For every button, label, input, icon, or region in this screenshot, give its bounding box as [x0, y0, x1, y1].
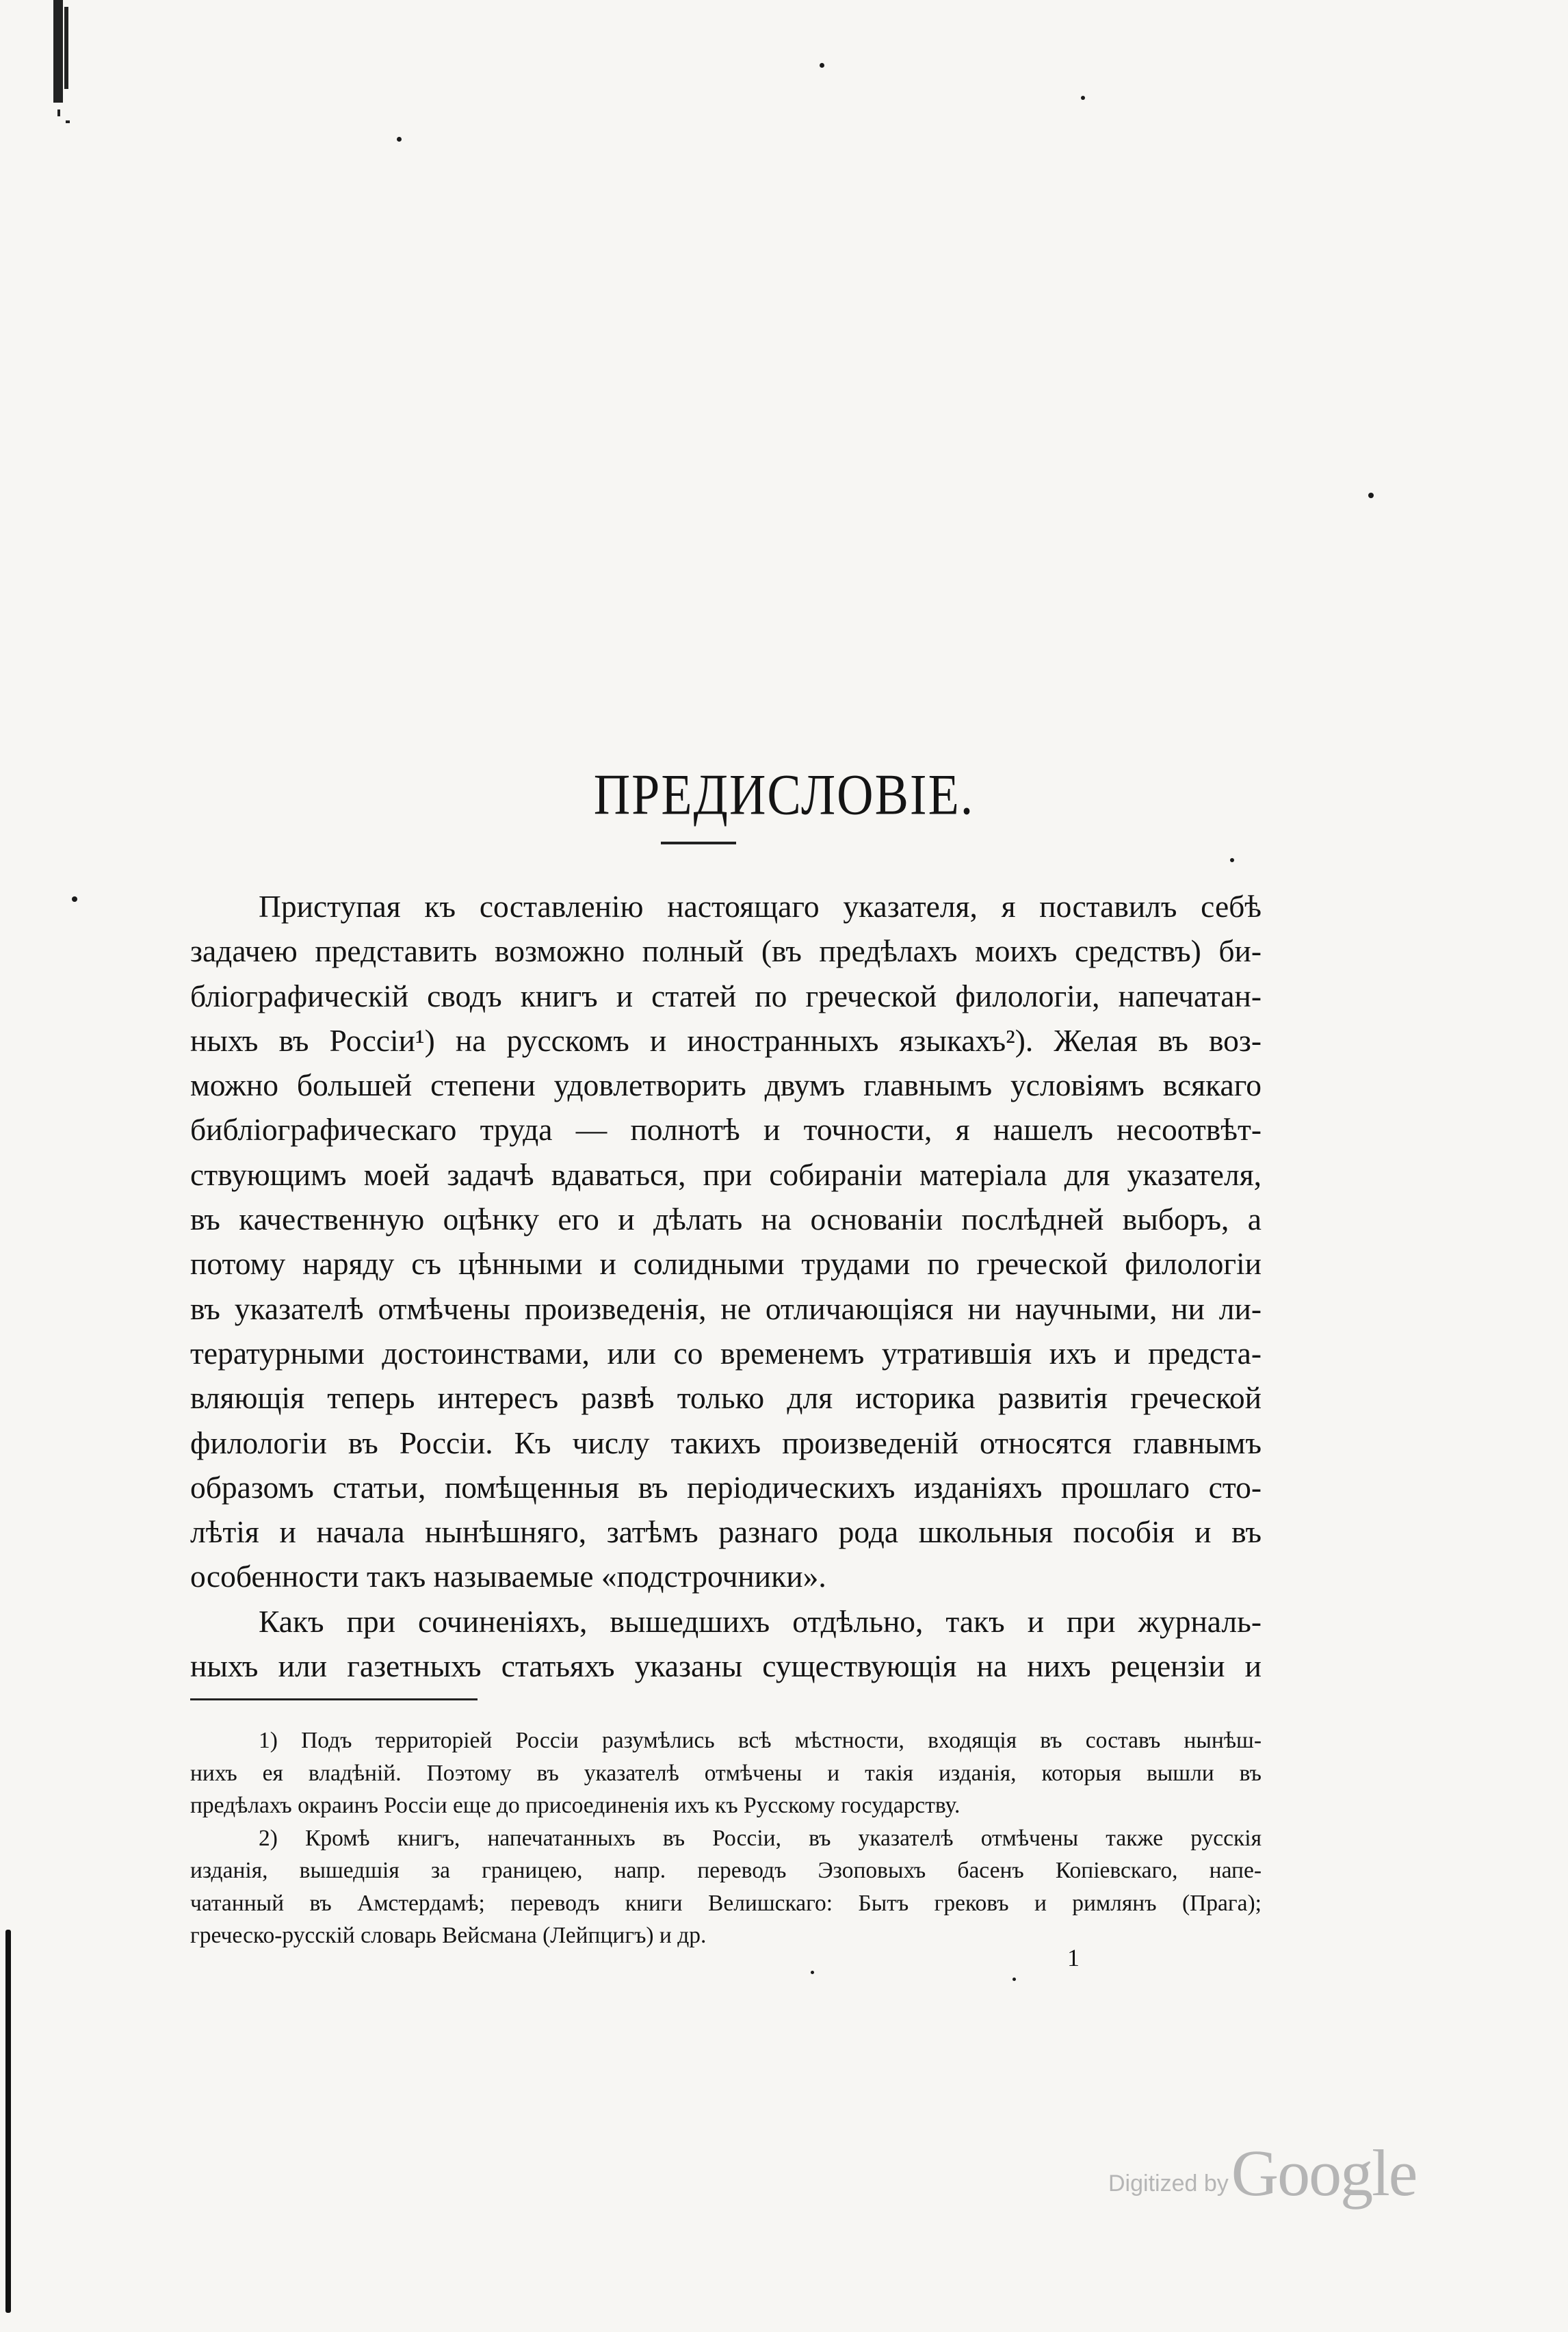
footnote-line: греческо-русскій словарь Вейсмана (Лейпцигъ) и др.: [190, 1923, 707, 1948]
body-line: особенности такъ называемые «подстрочники».: [190, 1559, 826, 1594]
body-line: въ качественную оцѣнку его и дѣлать на основаніи послѣдней выборъ, а: [190, 1202, 1262, 1237]
scan-edge-shadow: [5, 1930, 11, 2313]
scan-speck: [72, 896, 77, 902]
body-line: лѣтія и начала нынѣшняго, затѣмъ разнаго рода школьныя пособія и въ: [190, 1514, 1262, 1550]
body-line: ныхъ въ Россіи¹) на русскомъ и иностранныхъ языкахъ²). Желая въ воз-: [190, 1022, 1262, 1058]
footnote-line: нихъ ея владѣній. Поэтому въ указателѣ отмѣчены и такія изданія, которыя вышли въ: [190, 1760, 1262, 1786]
scan-speck: [1230, 858, 1234, 862]
body-line: Какъ при сочиненіяхъ, вышедшихъ отдѣльно, такъ и при журналь-: [259, 1603, 1262, 1639]
watermark-prefix: Digitized by: [1108, 2171, 1229, 2197]
body-line: въ указателѣ отмѣчены произведенія, не отличающіяся ни научными, ни ли-: [190, 1291, 1262, 1326]
body-line: потому наряду съ цѣнными и солидными трудами по греческой филологіи: [190, 1246, 1262, 1282]
digitized-watermark: [1108, 2135, 1416, 2211]
body-line: бліографическій сводъ книгъ и статей по греческой филологіи, напечатан-: [190, 978, 1262, 1013]
footnote-line: 1) Подъ территоріей Россіи разумѣлись всѣ мѣстности, входящія въ составъ нынѣш-: [259, 1728, 1262, 1753]
body-line: Приступая къ составленію настоящаго указателя, я поставилъ себѣ: [259, 889, 1262, 924]
scan-speck: [811, 1971, 814, 1974]
body-line: филологіи въ Россіи. Къ числу такихъ произведеній относятся главнымъ: [190, 1425, 1262, 1460]
scan-speck: [1081, 96, 1085, 100]
footnote-line: чатанный въ Амстердамѣ; переводъ книги Велишскаго: Бытъ грековъ и римлянъ (Прага);: [190, 1890, 1262, 1916]
footnotes: [190, 1724, 1262, 1952]
footnote-line: предѣлахъ окраинъ Россіи еще до присоединенія ихъ къ Русскому государству.: [190, 1793, 961, 1818]
page-number: 1: [1067, 1944, 1080, 1971]
scan-speck: [1368, 493, 1374, 498]
body-paragraphs: [190, 884, 1262, 1688]
footnote-line: изданія, вышедшія за границею, напр. переводъ Эзоповыхъ басенъ Копіевскаго, напе-: [190, 1858, 1262, 1883]
footnote-line: 2) Кромѣ книгъ, напечатанныхъ въ Россіи, въ указателѣ отмѣчены также русскія: [259, 1825, 1262, 1851]
scan-speck: [820, 63, 824, 68]
body-line: библіографическаго труда — полнотѣ и точности, я нашелъ несоотвѣт-: [190, 1112, 1262, 1148]
scan-speck: [397, 137, 402, 142]
body-line: ствующимъ моей задачѣ вдаваться, при собираніи матеріала для указателя,: [190, 1156, 1262, 1192]
footnote-divider: [190, 1698, 478, 1700]
body-line: ныхъ или газетныхъ статьяхъ указаны существующія на нихъ рецензіи и: [190, 1648, 1262, 1684]
body-line: тературными достоинствами, или со временемъ утратившія ихъ и предста-: [190, 1335, 1262, 1371]
title-divider: [661, 842, 736, 844]
scan-edge-artifact: [48, 0, 77, 130]
page-title: ПРЕДИСЛОВІЕ.: [593, 762, 975, 827]
watermark-brand: Google: [1231, 2136, 1417, 2210]
body-line: образомъ статьи, помѣщенныя въ періодическихъ изданіяхъ прошлаго сто-: [190, 1469, 1262, 1505]
body-line: можно большей степени удовлетворить двумъ главнымъ условіямъ всякаго: [190, 1067, 1262, 1103]
body-line: вляющія теперь интересъ развѣ только для историка развитія греческой: [190, 1380, 1262, 1416]
body-line: задачею представить возможно полный (въ предѣлахъ моихъ средствъ) би-: [190, 933, 1262, 969]
scan-speck: [1012, 1978, 1016, 1981]
